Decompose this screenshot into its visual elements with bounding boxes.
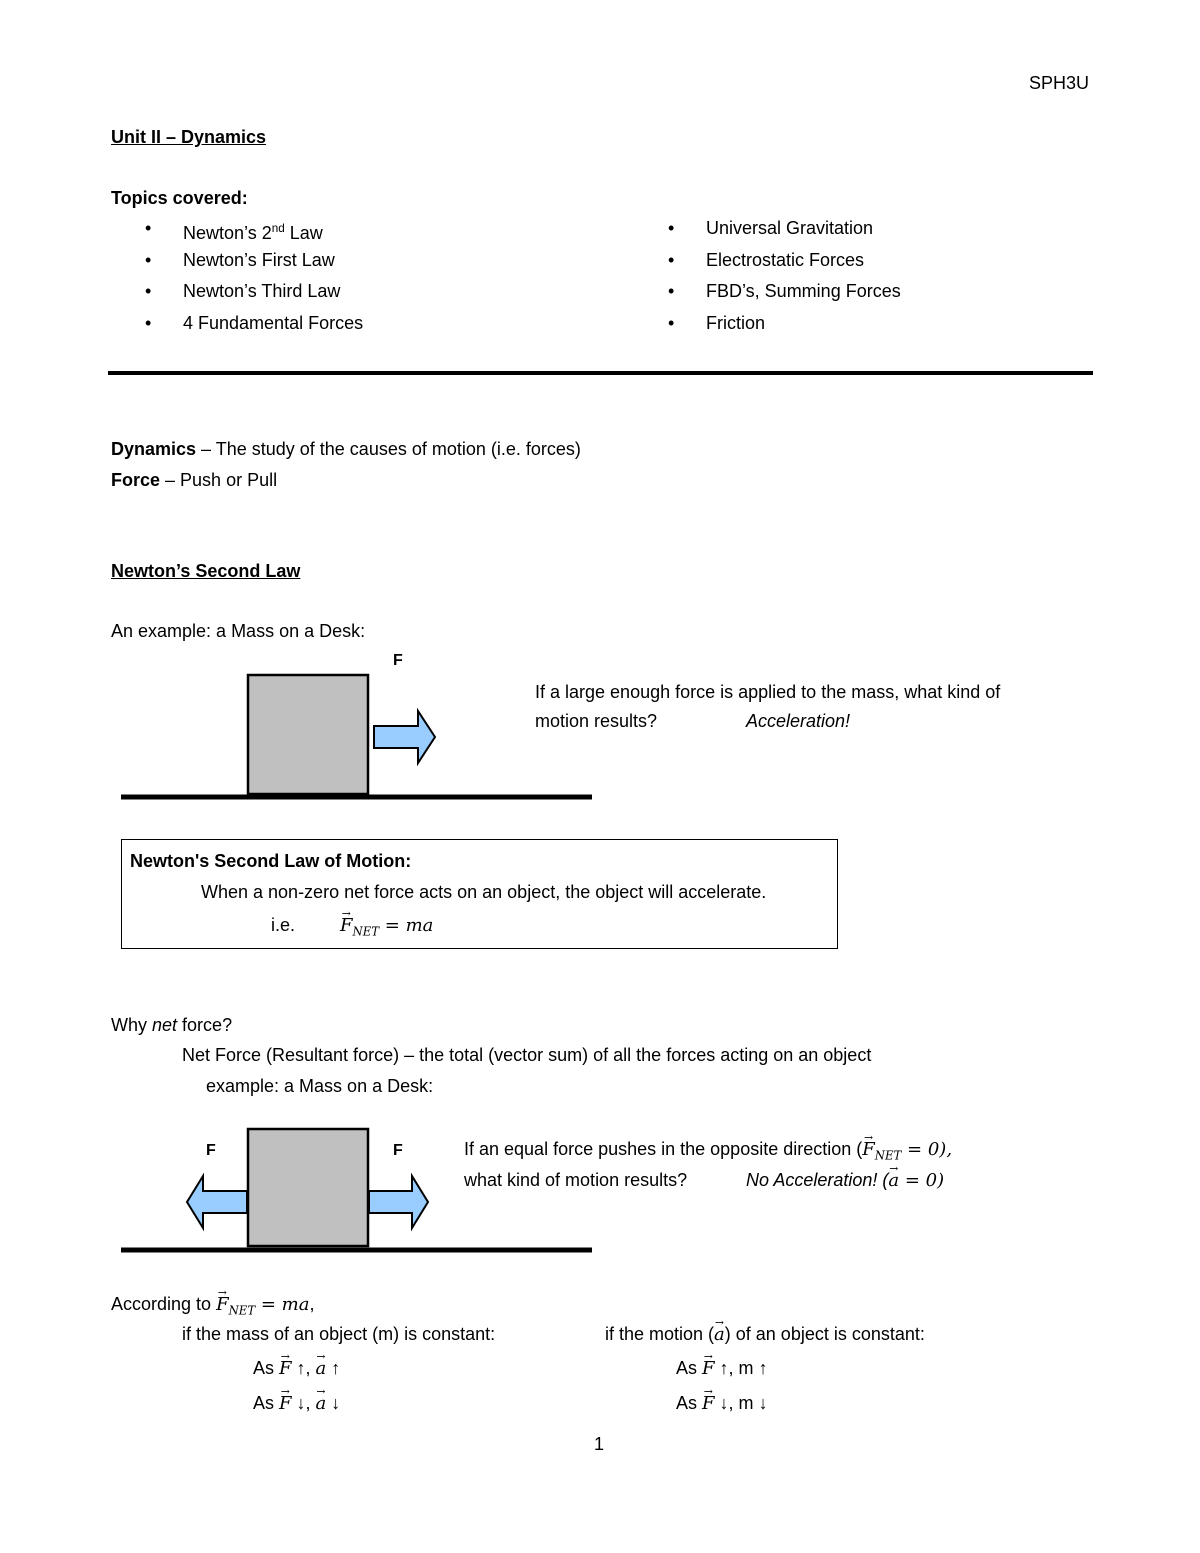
answer-2: No Acceleration! (→ a = 0) xyxy=(746,1170,944,1192)
force-label-left: F xyxy=(206,1142,216,1159)
list-item: • Newton’s Third Law xyxy=(111,276,363,308)
topics-right-list xyxy=(634,213,901,339)
example-label-2: example: a Mass on a Desk: xyxy=(206,1076,434,1096)
why-net-force: Why net force? xyxy=(111,1015,233,1035)
force-arrow-right xyxy=(369,1176,428,1228)
force-label-right: F xyxy=(393,1142,403,1159)
question-2-line-1: If an equal force pushes in the opposite direction (→ $F_{NET} = 0$), xyxy=(464,1139,952,1163)
dynamics-definition: Dynamics – The study of the causes of motion (i.e. forces) xyxy=(111,439,581,459)
list-item: • Newton’s 2nd Law xyxy=(111,213,363,245)
example-label: An example: a Mass on a Desk: xyxy=(111,621,366,641)
list-item: • FBD’s, Summing Forces xyxy=(634,276,901,308)
mass-constant-heading: if the mass of an object (m) is constant: xyxy=(182,1324,496,1344)
list-item: • Electrostatic Forces xyxy=(634,245,901,277)
law-statement: When a non-zero net force acts on an object, the object will accelerate. xyxy=(201,882,767,902)
motion-constant-heading: if the motion (→ a) of an object is constant: xyxy=(605,1324,925,1346)
mass-block xyxy=(248,1129,368,1246)
relation-force-up-accel-up: As → F ↑, → a ↑ xyxy=(253,1358,340,1380)
answer-1: Acceleration! xyxy=(746,711,851,731)
question-2-line-2: what kind of motion results? xyxy=(464,1170,688,1190)
course-code: SPH3U xyxy=(1029,73,1090,93)
relation-force-up-mass-up: As → F ↑, m ↑ xyxy=(676,1358,768,1380)
mass-on-desk-diagram xyxy=(115,650,600,805)
unit-title: Unit II – Dynamics xyxy=(111,127,267,147)
relation-force-down-accel-down: As → F ↓, → a ↓ xyxy=(253,1393,340,1415)
mass-block xyxy=(248,675,368,794)
list-item: • Friction xyxy=(634,308,901,340)
list-item: • Universal Gravitation xyxy=(634,213,901,245)
list-item: • 4 Fundamental Forces xyxy=(111,308,363,340)
law-equation: → $F_{NET}$ = ma xyxy=(340,915,433,939)
list-item: • Newton’s First Law xyxy=(111,245,363,277)
page-number: 1 xyxy=(594,1434,605,1454)
topics-heading: Topics covered: xyxy=(111,188,248,208)
topics-left-list xyxy=(111,213,363,339)
section-divider xyxy=(108,371,1093,375)
according-to: According to → $F_{NET}$ = ma, xyxy=(111,1294,314,1318)
question-1-line-1: If a large enough force is applied to the mass, what kind of xyxy=(535,682,1001,702)
section-heading-second-law: Newton’s Second Law xyxy=(111,561,301,581)
force-arrow-right xyxy=(374,711,435,763)
relation-force-down-mass-down: As → F ↓, m ↓ xyxy=(676,1393,768,1415)
force-definition: Force – Push or Pull xyxy=(111,470,278,490)
law-ie: i.e. xyxy=(271,915,296,935)
law-box-title: Newton's Second Law of Motion: xyxy=(130,851,412,871)
force-arrow-left xyxy=(187,1176,247,1228)
net-force-definition: Net Force (Resultant force) – the total (vector sum) of all the forces acting on an object xyxy=(182,1045,872,1065)
question-1-line-2: motion results? xyxy=(535,711,658,731)
force-label: F xyxy=(393,652,403,669)
